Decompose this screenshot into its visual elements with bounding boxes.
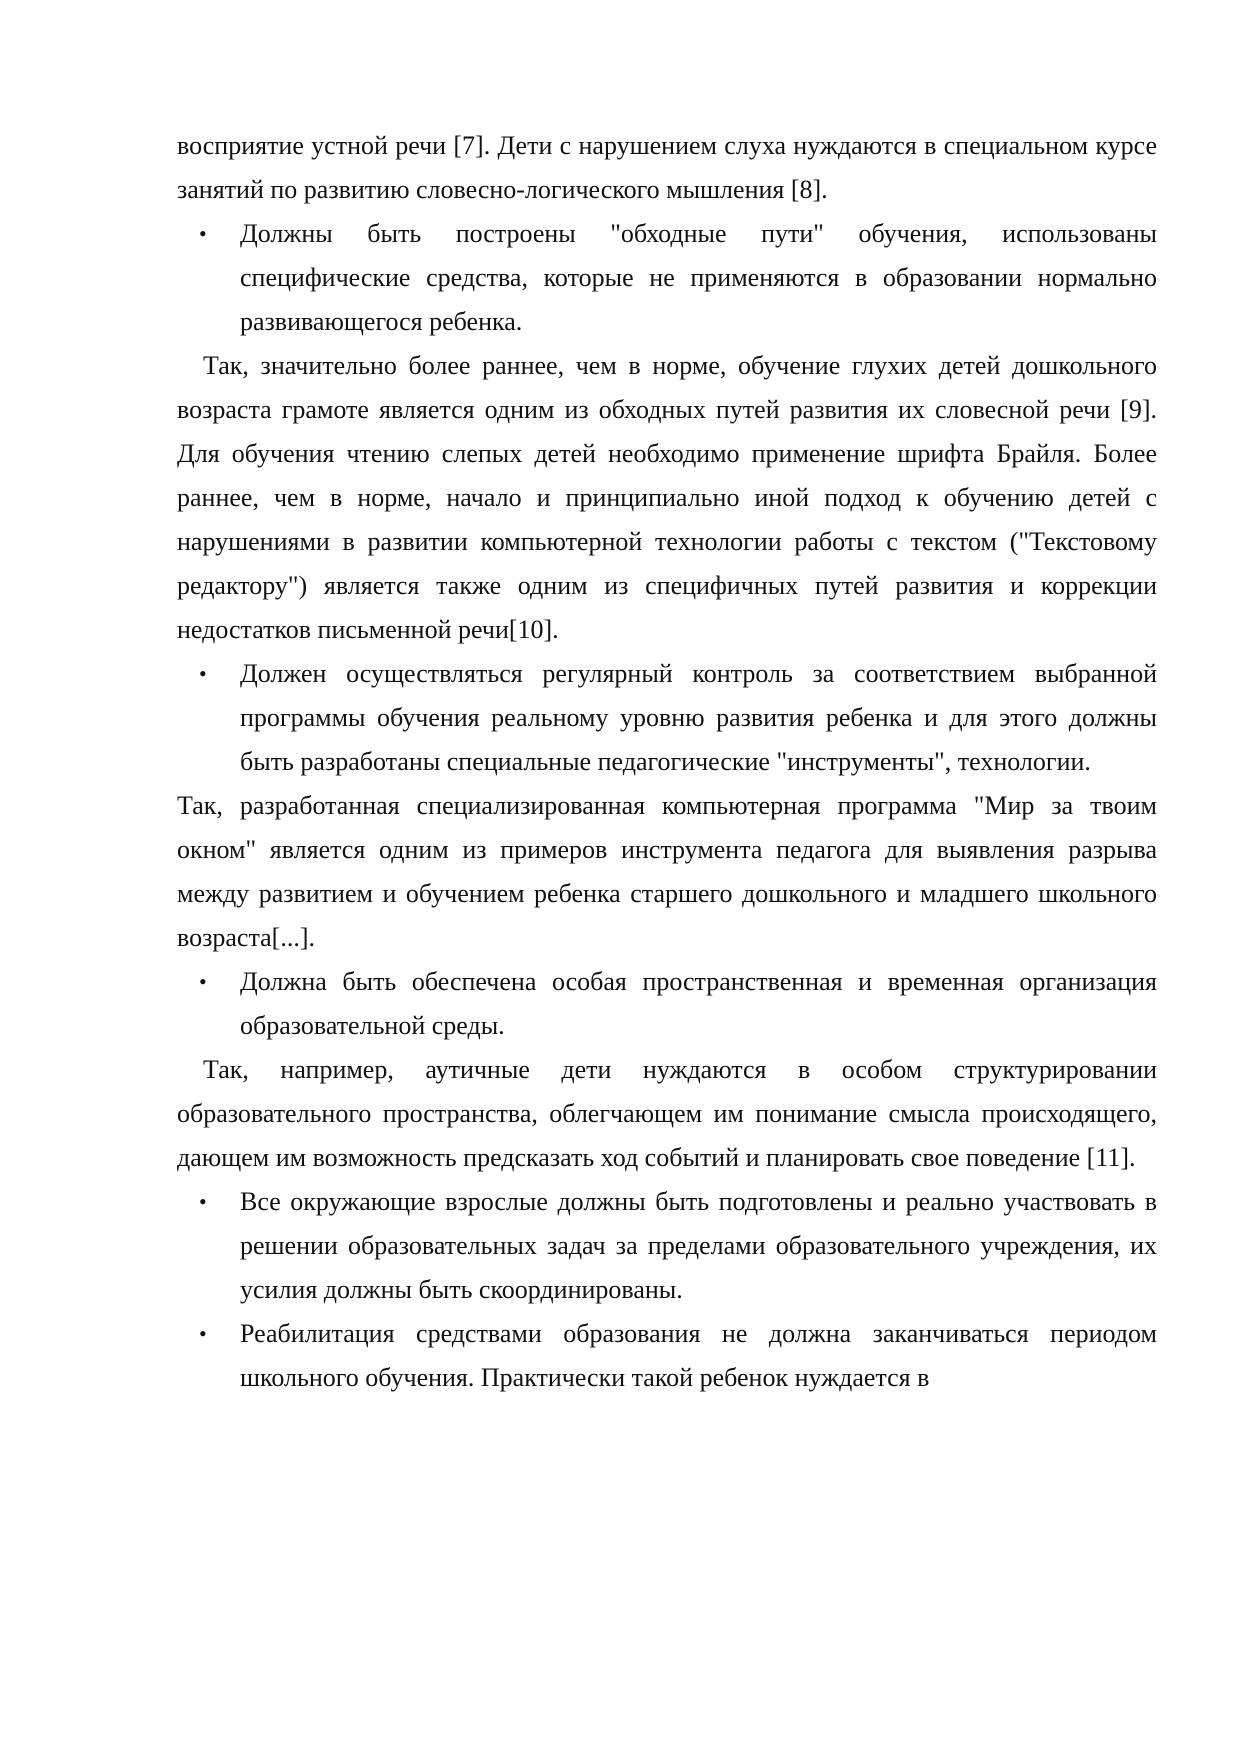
- bullet-icon: •: [199, 969, 207, 994]
- bullet-item-3: [177, 960, 1157, 1048]
- bullet-text: Должны быть построены "обходные пути" обучения, использованы специфические средства, которые не применяются в образовании нормально развивающегося ребенка.: [240, 219, 1157, 336]
- bullet-text: Должна быть обеспечена особая пространственная и временная организация образовательной среды.: [240, 967, 1157, 1040]
- bullet-text: Все окружающие взрослые должны быть подготовлены и реально участвовать в решении образовательных задач за пределами образовательного учреждения, их усилия должны быть скоординированы.: [240, 1187, 1157, 1304]
- bullet-icon: •: [199, 221, 207, 246]
- bullet-icon: •: [199, 661, 207, 686]
- bullet-text: Должен осуществляться регулярный контроль за соответствием выбранной программы обучения реальному уровню развития ребенка и для этого должны быть разработаны специальные педагогические "инструменты", технологии.: [240, 659, 1157, 776]
- paragraph-3: Так, разработанная специализированная компьютерная программа "Мир за твоим окном" является одним из примеров инструмента педагога для выявления разрыва между развитием и обучением ребенка старшего дошкольного и младшего школьного возраста[...].: [177, 791, 1157, 952]
- bullet-icon: •: [199, 1189, 207, 1214]
- paragraph-4: Так, например, аутичные дети нуждаются в особом структурировании образовательного пространства, облегчающем им понимание смысла происходящего, дающем им возможность предсказать ход событий и планировать свое поведение [11].: [177, 1055, 1157, 1172]
- bullet-item-4: [177, 1180, 1157, 1312]
- document-body: [177, 124, 1157, 1400]
- bullet-item-1: [177, 212, 1157, 344]
- bullet-item-5: [177, 1312, 1157, 1400]
- bullet-icon: •: [199, 1321, 207, 1346]
- paragraph-2: Так, значительно более раннее, чем в норме, обучение глухих детей дошкольного возраста грамоте является одним из обходных путей развития их словесной речи [9]. Для обучения чтению слепых детей необходимо применение шрифта Брайля. Более раннее, чем в норме, начало и принципиально иной подход к обучению детей с нарушениями в развитии компьютерной технологии работы с текстом ("Текстовому редактору") является также одним из специфичных путей развития и коррекции недостатков письменной речи[10].: [177, 351, 1157, 644]
- paragraph-1: восприятие устной речи [7]. Дети с нарушением слуха нуждаются в специальном курсе занятий по развитию словесно-логического мышления [8].: [177, 131, 1157, 204]
- bullet-item-2: [177, 652, 1157, 784]
- bullet-text: Реабилитация средствами образования не должна заканчиваться периодом школьного обучения. Практически такой ребенок нуждается в: [240, 1319, 1157, 1392]
